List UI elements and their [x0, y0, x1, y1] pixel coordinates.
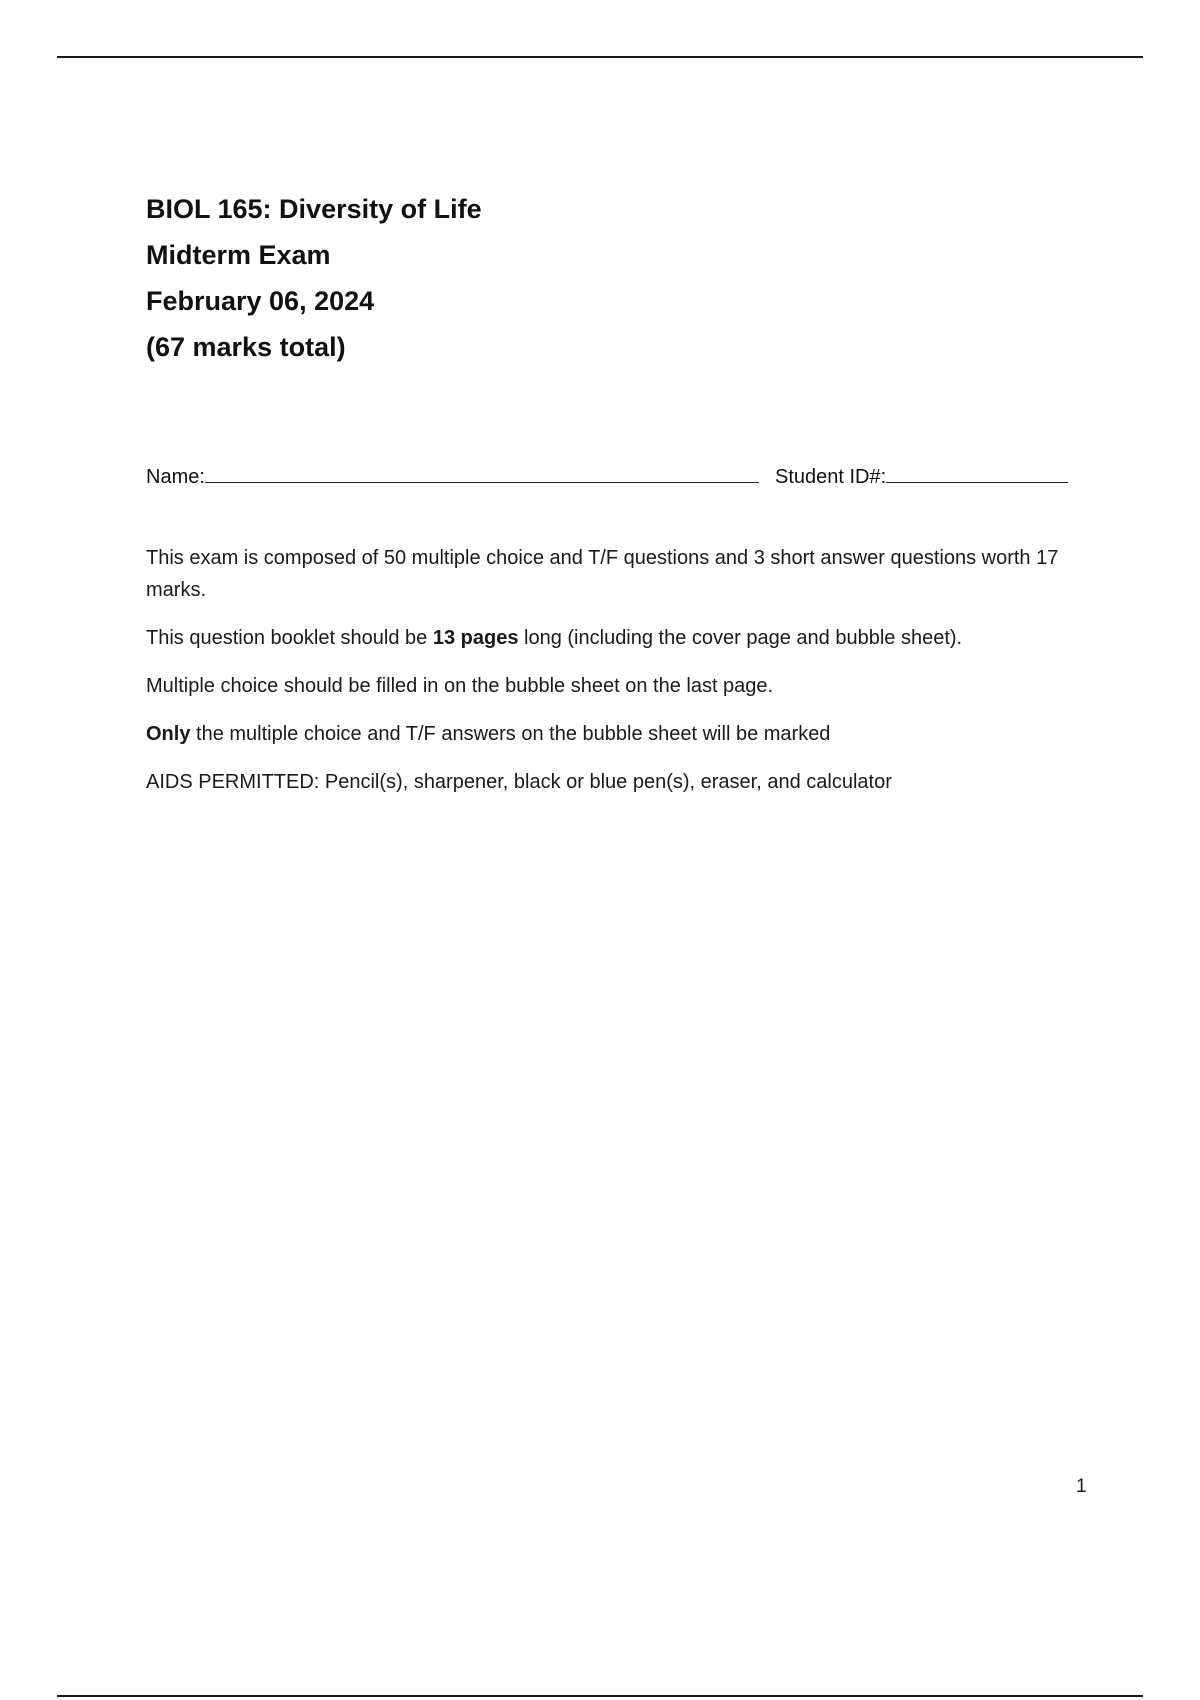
marking-only: Only — [146, 723, 191, 745]
course-title: BIOL 165: Diversity of Life — [146, 194, 482, 224]
name-blank-line[interactable] — [205, 462, 759, 483]
composition-text: This exam is composed of 50 multiple choice and T/F questions and 3 short answer questions worth 17 marks. — [146, 547, 1059, 601]
booklet-length-before: This question booklet should be — [146, 627, 433, 649]
top-rule — [57, 56, 1143, 58]
page-number: 1 — [1076, 1476, 1087, 1497]
name-label: Name: — [146, 466, 205, 488]
exam-title-block — [146, 186, 482, 370]
student-id-field — [775, 462, 1068, 491]
aids-permitted-text: AIDS PERMITTED: Pencil(s), sharpener, black or blue pen(s), eraser, and calculator — [146, 771, 892, 793]
booklet-length-after: long (including the cover page and bubble sheet). — [518, 627, 963, 649]
student-id-blank-line[interactable] — [886, 462, 1068, 483]
booklet-length-pages: 13 pages — [432, 627, 519, 649]
bubble-sheet-text: Multiple choice should be filled in on the bubble sheet on the last page. — [146, 675, 774, 697]
name-field — [146, 462, 759, 491]
exam-type: Midterm Exam — [146, 240, 331, 270]
booklet-length-text — [146, 622, 1086, 654]
student-id-label: Student ID#: — [775, 466, 887, 488]
marking-rest: the multiple choice and T/F answers on the bubble sheet will be marked — [190, 723, 831, 745]
bottom-rule — [57, 1695, 1143, 1697]
exam-instructions — [146, 542, 1086, 798]
marking-text — [146, 718, 1086, 750]
total-marks: (67 marks total) — [146, 332, 346, 362]
exam-date: February 06, 2024 — [146, 286, 375, 316]
